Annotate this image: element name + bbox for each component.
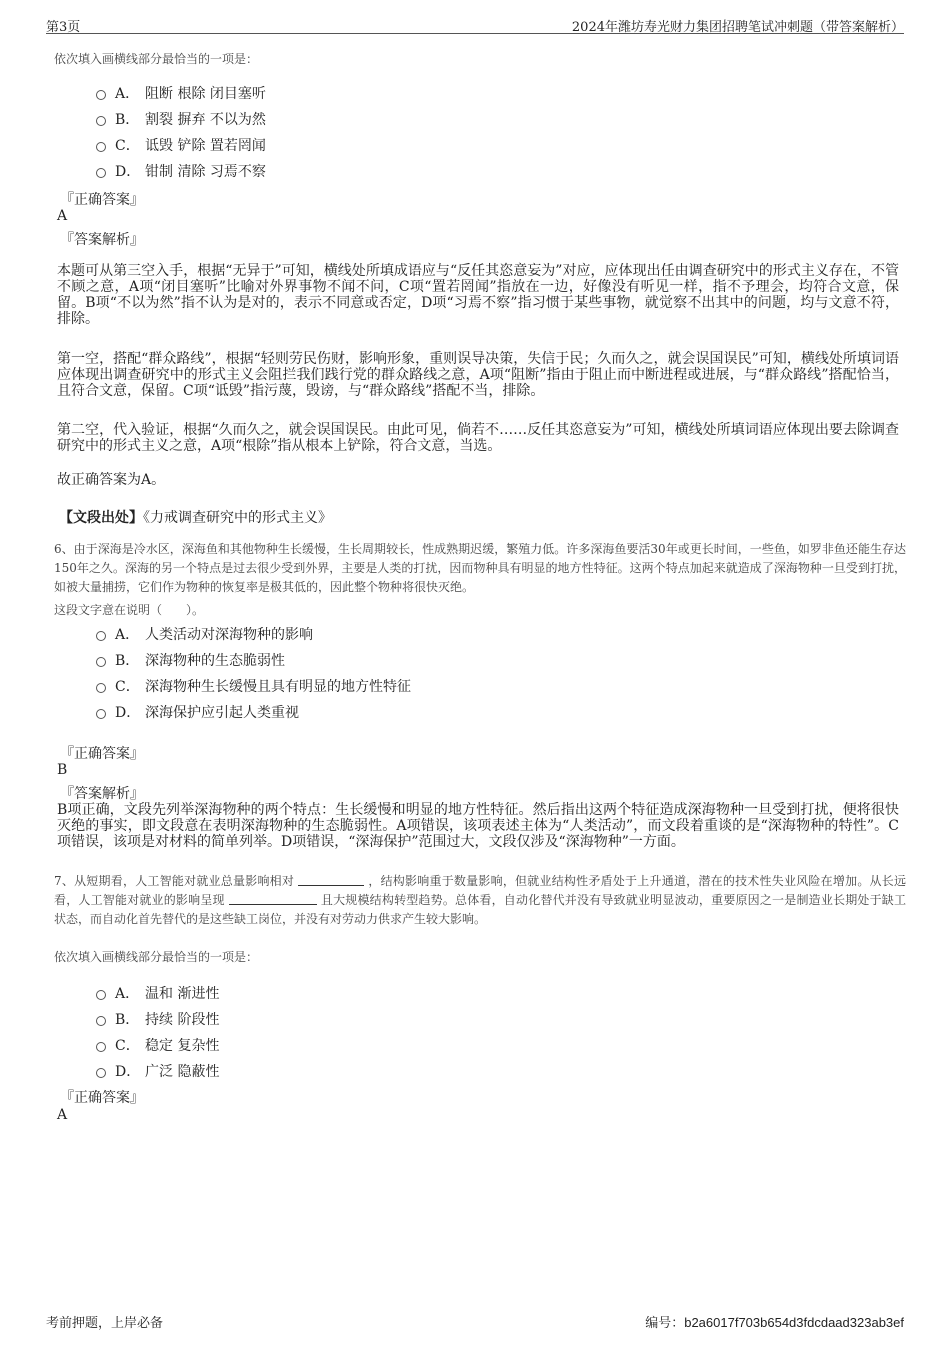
q6-answer: B bbox=[57, 762, 68, 778]
q5-answer-label: 『正确答案』 bbox=[60, 192, 144, 208]
q5-answer: A bbox=[57, 208, 68, 224]
radio-icon[interactable] bbox=[96, 142, 106, 152]
q5-analysis-paragraph: 故正确答案为A。 bbox=[57, 472, 166, 488]
q5-source: 【文段出处】《力戒调查研究中的形式主义》 bbox=[59, 510, 332, 526]
q5-analysis-paragraph: 第二空，代入验证，根据“久而久之，就会误国误民。由此可见，倘若不……反任其恣意妄为”可知，横线处所填词语应体现出要去除调查研究中的形式主义之意，A项“根除”指从根本上铲除，符合文意，当选。 bbox=[57, 422, 899, 454]
document-code: 编号：b2a6017f703b654d3fdcdaad323ab3ef bbox=[645, 1315, 904, 1331]
q6-answer-label: 『正确答案』 bbox=[60, 746, 144, 762]
radio-icon[interactable] bbox=[96, 116, 106, 126]
q7-answer: A bbox=[57, 1107, 68, 1123]
q5-analysis-paragraph: 第一空，搭配“群众路线”，根据“轻则劳民伤财，影响形象，重则误导决策，失信于民；久而久之，就会误国误民”可知，横线处所填词语应体现出调查研究中的形式主义会阻拦我们践行党的群众路线之意，A项“阻断”指由于阻止而中断进程或进展，与“群众路线”搭配恰当，且符合文意，保留。C项“诋毁”指污蔑，毁谤，与“群众路线”搭配不当，排除。 bbox=[57, 351, 899, 399]
fill-blank bbox=[229, 893, 317, 905]
radio-icon[interactable] bbox=[96, 683, 106, 693]
q6-option-d[interactable]: D． 深海保护应引起人类重视 bbox=[96, 702, 299, 722]
q6-analysis-label: 『答案解析』 bbox=[60, 786, 144, 802]
q6-prompt: 这段文字意在说明（ ）。 bbox=[54, 603, 205, 617]
radio-icon[interactable] bbox=[96, 657, 106, 667]
document-title: 2024年潍坊寿光财力集团招聘笔试冲刺题（带答案解析） bbox=[571, 20, 904, 35]
q6-stem: 6、由于深海是冷水区，深海鱼和其他物种生长缓慢，生长周期较长，性成熟期迟缓，繁殖力低。许多深海鱼要活30年或更长时间，一些鱼，如罗非鱼还能生存达150年之久。深海的另一个特点是过去很少受到外界，主要是人类的打扰，因而物种具有明显的地方性特征。这两个特点加起来就造成了深海物种一旦受到打扰，如被大量捕捞，它们作为物种的恢复率是极其低的，因此整个物种将很快灭绝。 bbox=[54, 542, 906, 594]
radio-icon[interactable] bbox=[96, 1016, 106, 1026]
q6-analysis: B项正确，文段先列举深海物种的两个特点：生长缓慢和明显的地方性特征。然后指出这两个特征造成深海物种一旦受到打扰，便将很快灭绝的事实，即文段意在表明深海物种的生态脆弱性。A项错误，该项表述主体为“人类活动”，而文段着重谈的是“深海物种的特性”。C项错误，该项是对材料的简单列举。D项错误，“深海保护”范围过大，文段仅涉及“深海物种”一方面。 bbox=[57, 802, 899, 850]
q7-option-c[interactable]: C． 稳定 复杂性 bbox=[96, 1035, 219, 1055]
radio-icon[interactable] bbox=[96, 1042, 106, 1052]
q7-answer-label: 『正确答案』 bbox=[60, 1090, 144, 1106]
radio-icon[interactable] bbox=[96, 90, 106, 100]
page-number: 第3页 bbox=[46, 20, 81, 35]
q5-analysis-label: 『答案解析』 bbox=[60, 232, 144, 248]
q7-option-b[interactable]: B． 持续 阶段性 bbox=[96, 1009, 219, 1029]
q5-option-c[interactable]: C． 诋毁 铲除 置若罔闻 bbox=[96, 135, 266, 155]
radio-icon[interactable] bbox=[96, 1068, 106, 1078]
q6-option-a[interactable]: A． 人类活动对深海物种的影响 bbox=[96, 624, 313, 644]
q7-stem: 7、从短期看，人工智能对就业总量影响相对 ，结构影响重于数量影响，但就业结构性矛盾处于上升通道，潜在的技术性失业风险在增加。从长远看，人工智能对就业的影响呈现 且大规模结构转型趋势。总体看，自动化替代并没有导致就业明显波动，重要原因之一是制造业长期处于缺工状态，而自动化首先替代的是这些缺工岗位，并没有对劳动力供求产生较大影响。 bbox=[54, 874, 906, 926]
q5-option-d[interactable]: D． 钳制 清除 习焉不察 bbox=[96, 161, 266, 181]
radio-icon[interactable] bbox=[96, 990, 106, 1000]
radio-icon[interactable] bbox=[96, 631, 106, 641]
q6-option-b[interactable]: B． 深海物种的生态脆弱性 bbox=[96, 650, 285, 670]
q5-prompt: 依次填入画横线部分最恰当的一项是： bbox=[54, 52, 259, 66]
radio-icon[interactable] bbox=[96, 168, 106, 178]
q6-option-c[interactable]: C． 深海物种生长缓慢且具有明显的地方性特征 bbox=[96, 676, 411, 696]
q5-analysis-paragraph: 本题可从第三空入手，根据“无异于”可知，横线处所填成语应与“反任其恣意妄为”对应，应体现出任由调查研究中的形式主义存在，不管不顾之意，A项“闭目塞听”比喻对外界事物不闻不问，C项“置若罔闻”指放在一边，好像没有听见一样，指不予理会，均符合文意，保留。B项“不以为然”指不认为是对的，表示不同意或否定，D项“习焉不察”指习惯于某些事物，就觉察不出其中的问题，均与文意不符，排除。 bbox=[57, 263, 899, 327]
fill-blank bbox=[298, 874, 364, 886]
q7-option-a[interactable]: A． 温和 渐进性 bbox=[96, 983, 219, 1003]
q7-prompt: 依次填入画横线部分最恰当的一项是： bbox=[54, 950, 259, 964]
radio-icon[interactable] bbox=[96, 709, 106, 719]
q5-option-b[interactable]: B． 割裂 摒弃 不以为然 bbox=[96, 109, 266, 129]
q5-option-a[interactable]: A． 阻断 根除 闭目塞听 bbox=[96, 83, 266, 103]
q7-option-d[interactable]: D． 广泛 隐蔽性 bbox=[96, 1061, 219, 1081]
footer-slogan: 考前押题，上岸必备 bbox=[46, 1316, 164, 1331]
page-header bbox=[46, 14, 904, 34]
